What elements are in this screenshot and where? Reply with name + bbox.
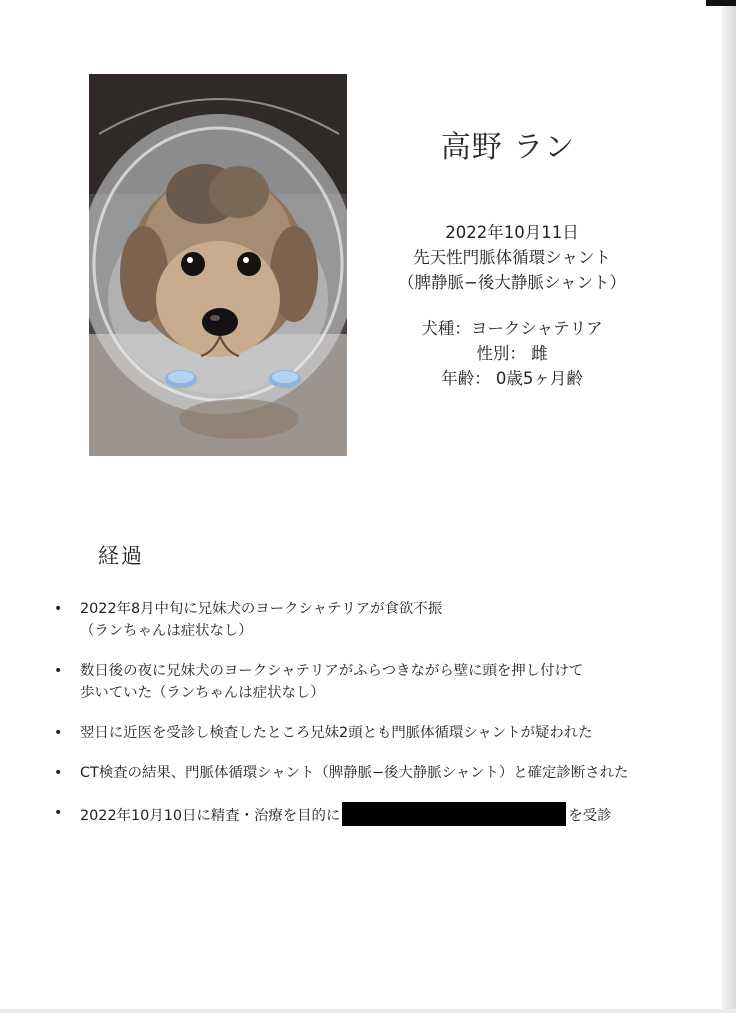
patient-name: 高野 ラン	[440, 130, 576, 165]
list-item-text: 2022年8月中旬に兄妹犬のヨークシャテリアが食欲不振	[80, 601, 443, 617]
history-list	[52, 598, 692, 845]
bullet-icon: •	[54, 765, 63, 781]
page-edge-bottom	[0, 1009, 736, 1013]
bullet-icon: •	[54, 663, 63, 679]
list-item-text: （ランちゃんは症状なし）	[80, 623, 253, 639]
diagnosis-line-1: 先天性門脈体循環シャント	[413, 248, 611, 267]
list-item	[52, 722, 692, 744]
page-edge-right	[722, 0, 736, 1013]
list-item-text-after: を受診	[568, 808, 612, 824]
list-item-text-redacted	[80, 802, 692, 827]
bullet-icon: •	[54, 601, 63, 617]
diagnosis-line-2: （脾静脈−後大静脈シャント）	[398, 273, 626, 292]
list-item-text: 翌日に近医を受診し検査したところ兄妹2頭とも門脈体循環シャントが疑われた	[80, 725, 593, 741]
page-edge-top	[706, 0, 736, 6]
list-item	[52, 598, 692, 642]
list-item-text-before: 2022年10月10日に精査・治療を目的に	[80, 808, 341, 824]
bullet-icon: •	[54, 725, 63, 741]
list-item-text: 歩いていた（ランちゃんは症状なし）	[80, 685, 325, 701]
list-item	[52, 660, 692, 704]
list-item	[52, 802, 692, 827]
breed: 犬種：ヨークシャテリア	[421, 319, 603, 338]
spacer	[380, 295, 644, 316]
sex: 性別： 雌	[476, 344, 548, 363]
list-item-text: 数日後の夜に兄妹犬のヨークシャテリアがふらつきながら壁に頭を押し付けて	[80, 663, 584, 679]
list-item-text: CT検査の結果、門脈体循環シャント（脾静脈−後大静脈シャント）と確定診断された	[80, 765, 629, 781]
bullet-icon: •	[54, 805, 63, 821]
list-item	[52, 762, 692, 784]
redaction-block	[342, 802, 566, 826]
visit-date: 2022年10月11日	[445, 223, 579, 242]
age: 年齢： 0歳5ヶ月齢	[441, 369, 583, 388]
dog-photo	[89, 74, 347, 456]
history-heading: 経過	[98, 544, 144, 568]
patient-info	[380, 220, 644, 391]
